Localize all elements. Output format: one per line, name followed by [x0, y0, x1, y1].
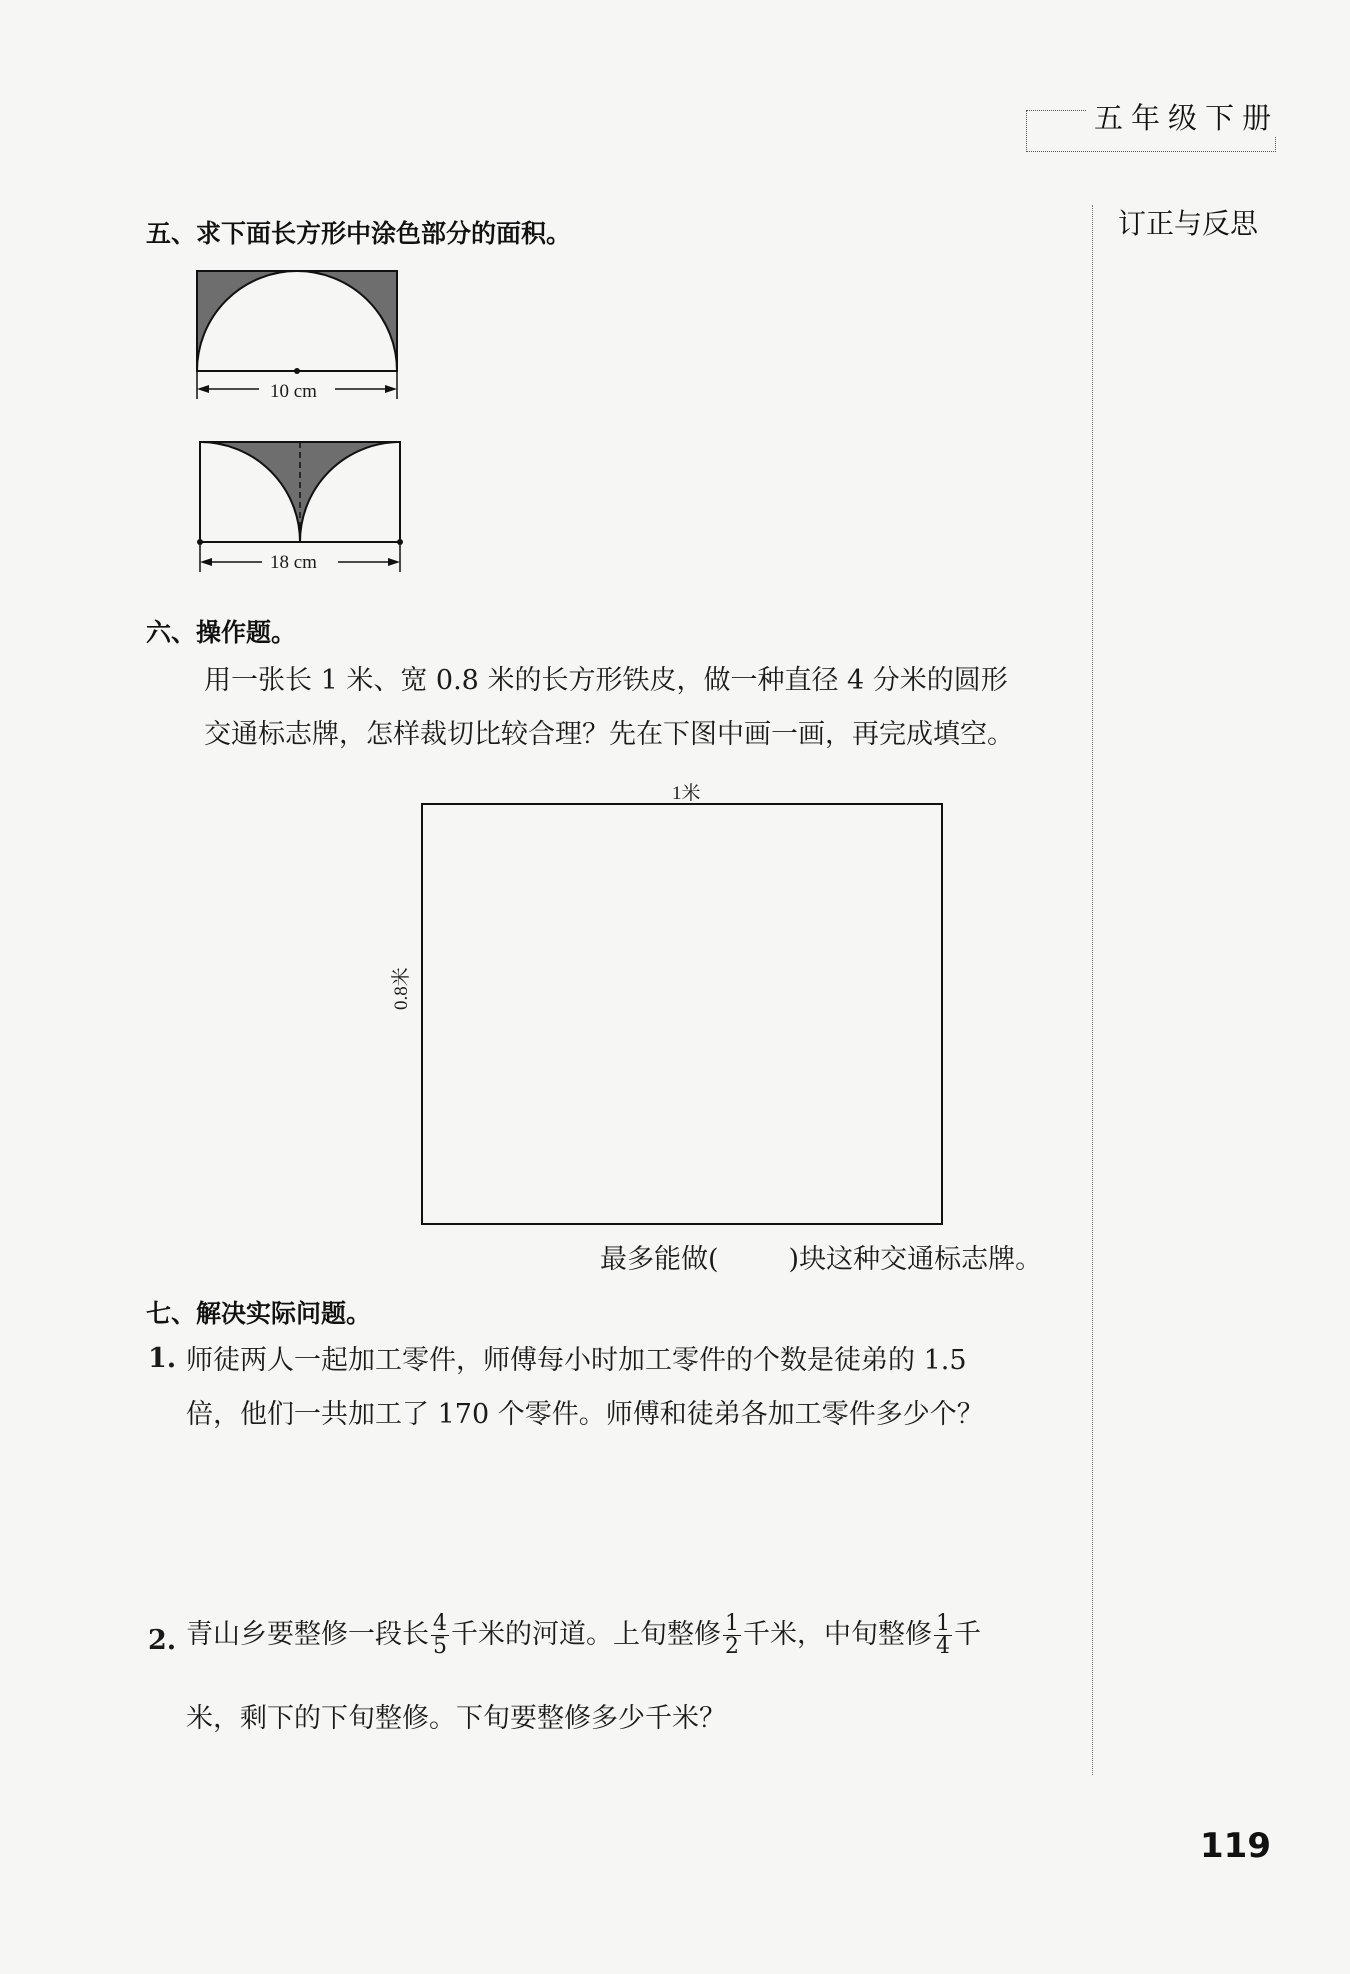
section6-heading: 六、操作题。 — [146, 618, 297, 647]
fill-in-after: )块这种交通标志牌。 — [788, 1244, 1043, 1275]
fill-in-before: 最多能做( — [600, 1244, 719, 1275]
question2-line1: 青山乡要整修一段长 $\frac{4}{5}$ 千米的河道。上旬整修 $\frac{1}{2}$ 千米，中旬整修 $\frac{1}{4}$ 千 — [186, 1611, 981, 1659]
section5-heading: 五、求下面长方形中涂色部分的面积。 — [146, 219, 572, 248]
section6-problem — [204, 654, 1014, 762]
fraction-one-quarter: $\frac{1}{4}$ — [936, 1611, 950, 1659]
sheet-width-label: 1米 — [672, 783, 701, 804]
question2-number: 2. — [148, 1625, 177, 1656]
sheet-height-label: 0.8米 — [391, 967, 412, 1010]
page-number: 119 — [1200, 1826, 1271, 1866]
question1-line2: 倍，他们一共加工了 170 个零件。师傅和徒弟各加工零件多少个？ — [186, 1399, 984, 1430]
figure1-center-dot — [294, 368, 300, 374]
fraction-one-half: $\frac{1}{2}$ — [725, 1611, 739, 1659]
grade-label: 五年级下册 — [1086, 96, 1287, 137]
figure2-dimension-label: 18 cm — [270, 552, 317, 573]
sidebar-divider — [1092, 205, 1093, 1775]
figure1-shaded-region — [197, 271, 397, 371]
question1-text — [186, 1334, 984, 1442]
section6-line2: 交通标志牌，怎样裁切比较合理？先在下图中画一画，再完成填空。 — [204, 719, 1014, 750]
section6-line1: 用一张长 1 米、宽 0.8 米的长方形铁皮，做一种直径 4 分米的圆形 — [204, 665, 1008, 696]
fraction-four-fifths: $\frac{4}{5}$ — [433, 1611, 447, 1659]
question1-number: 1. — [148, 1343, 177, 1374]
question1-line1: 师徒两人一起加工零件，师傅每小时加工零件的个数是徒弟的 1.5 — [186, 1345, 967, 1376]
question2-line2: 米，剩下的下旬整修。下旬要整修多少千米？ — [186, 1703, 726, 1734]
sidebar-title: 订正与反思 — [1118, 207, 1259, 240]
section7-heading: 七、解决实际问题。 — [146, 1299, 372, 1328]
drawing-area-rectangle[interactable] — [421, 803, 943, 1225]
fill-in-sentence — [600, 1237, 1042, 1276]
figure1-dimension-label: 10 cm — [270, 381, 317, 402]
